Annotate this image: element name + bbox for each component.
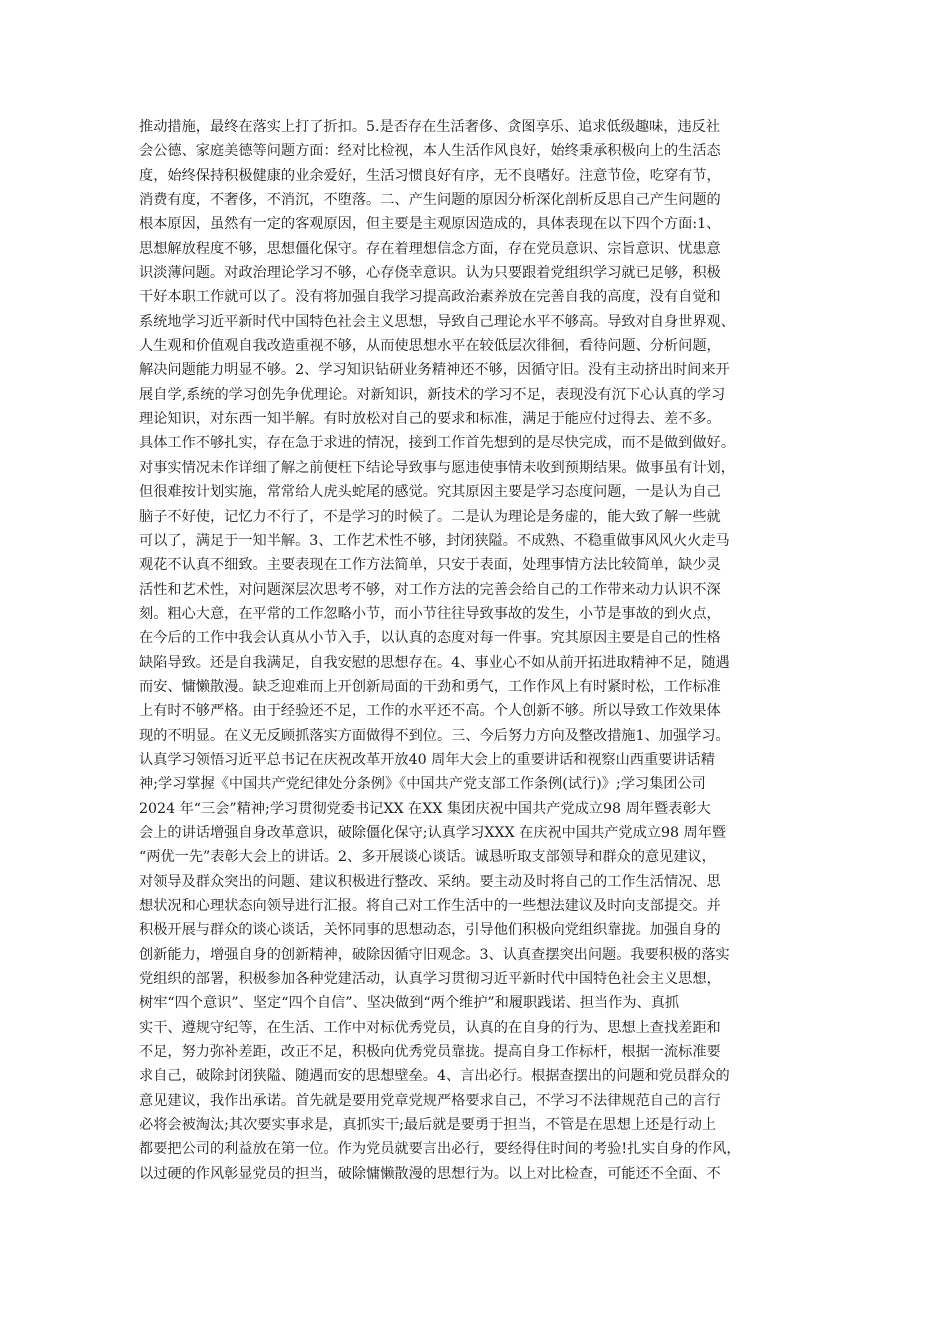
text-line: 想状况和心理状态向领导进行汇报。将自己对工作生活中的一些想法建议及时向支部提交。并 — [139, 898, 721, 914]
text-line: 观花不认真不细致。主要表现在工作方法简单，只安于表面，处理事情方法比较简单，缺少灵 — [139, 557, 721, 574]
text-line: 展自学,系统的学习创先争优理论。对新知识，新技术的学习不足，表现没有沉下心认真的学习 — [139, 386, 726, 403]
text-line: 思想解放程度不够，思想僵化保守。存在着理想信念方面，存在党员意识、宗旨意识、忧患意 — [139, 240, 721, 257]
text-line: 积极开展与群众的谈心谈话，关怀同事的思想动态，引导他们积极向党组织靠拢。加强自身的 — [139, 922, 721, 939]
text-line: 对事实情况未作详细了解之前便枉下结论导致事与愿违使事情未收到预期结果。做事虽有计划， — [139, 459, 735, 476]
text-line: 在今后的工作中我会认真从小节入手，以认真的态度对每一件事。究其原因主要是自己的性格 — [139, 630, 721, 647]
text-line: 会上的讲话增强自身改革意识，破除僵化保守;认真学习XXX 在庆祝中国共产党成立98 周年暨 — [139, 824, 727, 841]
text-line: 不足，努力弥补差距，改正不足，积极向优秀党员靠拢。提高自身工作标杆，根据一流标准要 — [139, 1044, 721, 1061]
text-line: 消费有度，不奢侈，不消沉，不堕落。二、产生问题的原因分析深化剖析反思自己产生问题的 — [139, 192, 721, 209]
text-line: 以过硬的作风彰显党员的担当，破除慵懒散漫的思想行为。以上对比检查，可能还不全面、不 — [139, 1165, 721, 1182]
text-line: 识淡薄问题。对政治理论学习不够，心存侥幸意识。认为只要跟着党组织学习就已足够，积极 — [139, 265, 721, 282]
text-line: 但很难按计划实施，常常给人虎头蛇尾的感觉。究其原因主要是学习态度问题，一是认为自己 — [139, 484, 721, 501]
text-line: 意见建议，我作出承诺。首先就是要用党章党规严格要求自己，不学习不法律规范自己的言行 — [139, 1092, 721, 1109]
text-line: 解决问题能力明显不够。2、学习知识钻研业务精神还不够，因循守旧。没有主动挤出时间来开 — [139, 362, 730, 379]
text-line: 推动措施，最终在落实上打了折扣。5.是否存在生活奢侈、贪图享乐、追求低级趣味，违反社 — [139, 119, 721, 135]
text-line: 人生观和价值观自我改造重视不够，从而使思想水平在较低层次徘徊，看待问题、分析问题， — [139, 338, 721, 355]
text-line: 对领导及群众突出的问题、建议积极进行整改、采纳。要主动及时将自己的工作生活情况、思 — [139, 873, 721, 890]
text-line: 脑子不好使，记忆力不行了，不是学习的时候了。二是认为理论是务虚的，能大致了解一些就 — [139, 508, 721, 525]
text-line: 党组织的部署，积极参加各种党建活动，认真学习贯彻习近平新时代中国特色社会主义思想， — [139, 971, 721, 988]
text-line: 实干、遵规守纪等，在生活、工作中对标优秀党员，认真的在自身的行为、思想上查找差距和 — [139, 1019, 721, 1036]
text-line: 理论知识，对东西一知半解。有时放松对自己的要求和标准，满足于能应付过得去、差不多。 — [139, 411, 721, 428]
text-line: 必将会被淘汰;其次要实事求是，真抓实干;最后就是要勇于担当，不管是在思想上还是行动上 — [139, 1117, 717, 1134]
text-line: 系统地学习近平新时代中国特色社会主义思想，导致自己理论水平不够高。导致对自身世界观、 — [139, 313, 735, 330]
text-line: 具体工作不够扎实，存在急于求进的情况，接到工作首先想到的是尽快完成，而不是做到做好。 — [139, 435, 735, 452]
text-line: 创新能力，增强自身的创新精神，破除因循守旧观念。3、认真查摆突出问题。我要积极的落实 — [139, 946, 730, 963]
document-body-text — [139, 115, 819, 1186]
text-line: 2024 年“三会”精神;学习贯彻党委书记XX 在XX 集团庆祝中国共产党成立98 周年暨表彰大 — [139, 800, 711, 817]
text-line: 根本原因，虽然有一定的客观原因，但主要是主观原因造成的，具体表现在以下四个方面:1、 — [139, 216, 721, 233]
text-line: 可以了，满足于一知半解。3、工作艺术性不够，封闭狭隘。不成熟、不稳重做事风风火火走马 — [139, 532, 730, 549]
text-line: 树牢“四个意识”、坚定“四个自信”、坚决做到“两个维护”和履职践诺、担当作为、真抓 — [139, 995, 680, 1012]
text-line: 缺陷导致。还是自我满足，自我安慰的思想存在。4、事业心不如从前开拓进取精神不足，随遇 — [139, 654, 730, 671]
text-line: 都要把公司的利益放在第一位。作为党员就要言出必行，要经得住时间的考验!扎实自身的作风， — [139, 1141, 741, 1158]
text-line: 现的不明显。在义无反顾抓落实方面做得不到位。三、今后努力方向及整改措施1、加强学习。 — [139, 727, 730, 744]
text-line: 上有时不够严格。由于经验还不足，工作的水平还不高。个人创新不够。所以导致工作效果体 — [139, 703, 721, 720]
text-line: 认真学习领悟习近平总书记在庆祝改革开放40 周年大会上的重要讲话和视察山西重要讲话精 — [139, 751, 715, 768]
text-line: 刻。粗心大意，在平常的工作忽略小节，而小节往往导致事故的发生，小节是事故的到火点， — [139, 605, 721, 622]
text-line: 神;学习掌握《中国共产党纪律处分条例》《中国共产党支部工作条例(试行)》;学习集团公司 — [139, 776, 706, 793]
text-line: 度，始终保持积极健康的业余爱好，生活习惯良好有序，无不良嗜好。注意节俭，吃穿有节， — [139, 167, 721, 184]
text-line: 而安、慵懒散漫。缺乏迎难而上开创新局面的干劲和勇气，工作作风上有时紧时松，工作标准 — [139, 678, 721, 695]
text-line: 会公德、家庭美德等问题方面：经对比检视，本人生活作风良好，始终秉承积极向上的生活态 — [139, 143, 721, 160]
text-line: 求自己，破除封闭狭隘、随遇而安的思想壁垒。4、言出必行。根据查摆出的问题和党员群众的 — [139, 1068, 730, 1085]
text-line: “两优一先”表彰大会上的讲话。2、多开展谈心谈话。诚恳听取支部领导和群众的意见建议， — [139, 849, 716, 866]
text-line: 活性和艺术性，对问题深层次思考不够，对工作方法的完善会给自己的工作带来动力认识不深 — [139, 581, 721, 598]
text-line: 干好本职工作就可以了。没有将加强自我学习提高政治素养放在完善自我的高度，没有自觉和 — [139, 289, 721, 306]
